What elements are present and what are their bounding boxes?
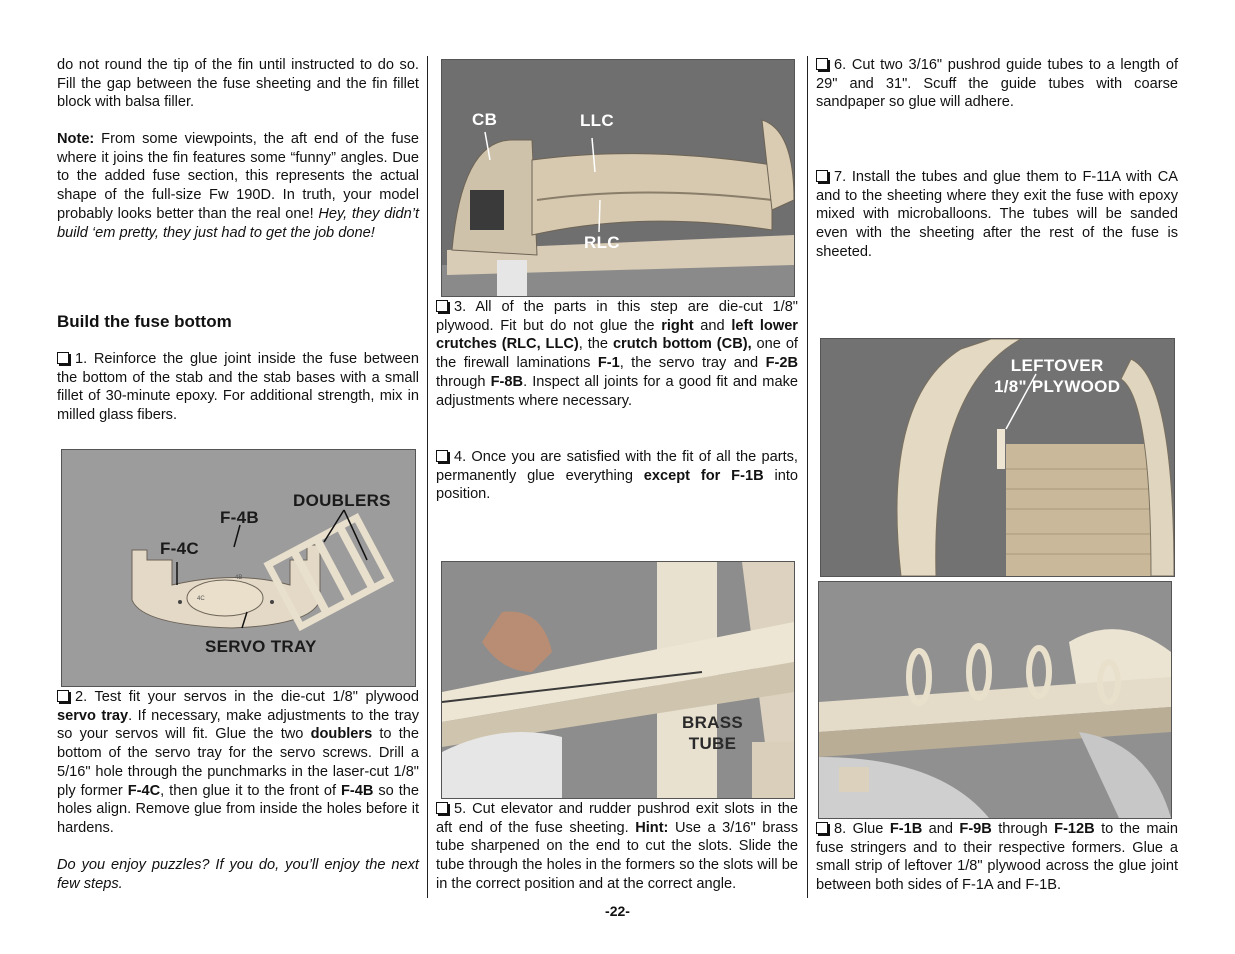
checkbox-icon[interactable] bbox=[816, 170, 828, 182]
checkbox-icon[interactable] bbox=[436, 450, 448, 462]
label-brass-tube: BRASS TUBE bbox=[682, 713, 744, 753]
step-6: 6. Cut two 3/16" pushrod guide tubes to a length of 29" and 31". Scuff the guide tubes with coarse sandpaper so glue will adhere. bbox=[816, 57, 1178, 111]
step-1: 1. Reinforce the glue joint inside the fuse between the bottom of the stab and the stab bases with a small fillet of 30-minute epoxy. For additional strength, mix in milled glass fibers. bbox=[57, 351, 419, 424]
step-8: 8. Glue F-1B and F-9B through F-12B to the main fuse stringers and to their respective formers. Glue a small strip of leftover 1/8" plywood across the glue joint between both sides of F-1A and F-1B. bbox=[816, 821, 1178, 894]
checkbox-icon[interactable] bbox=[436, 300, 448, 312]
column-rule-2 bbox=[807, 56, 808, 898]
step-7: 7. Install the tubes and glue them to F-11A with CA and to the sheeting where they exit the fuse with epoxy mixed with microballoons. The tubes will be sanded even with the sheeting after the rest of the fuse is sheeted. bbox=[816, 169, 1178, 260]
note-paragraph: Note: From some viewpoints, the aft end of the fuse where it joins the fin features some “funny” angles. Due to the added fuse section, this represents the actual shape of the full-size Fw 190D. In truth, your model probably looks better than the real one! Hey, they didn’t build ‘em pretty, they just had to get the job done! bbox=[57, 131, 419, 241]
step-5: 5. Cut elevator and rudder pushrod exit slots in the aft end of the fuse sheeting. Hint: Use a 3/16" brass tube sharpened on the end to cut the slots. Slide the tube through the holes in the formers so the slots will be in the correct position and at the correct angle. bbox=[436, 801, 798, 892]
label-cb: CB bbox=[472, 110, 498, 129]
photo-leftover-plywood bbox=[820, 338, 1175, 577]
checkbox-icon[interactable] bbox=[436, 802, 448, 814]
label-rlc: RLC bbox=[584, 233, 620, 252]
label-f4c: F-4C bbox=[160, 539, 199, 558]
label-llc: LLC bbox=[580, 111, 614, 130]
brass-tube-illustration bbox=[442, 562, 794, 798]
checkbox-icon[interactable] bbox=[57, 352, 69, 364]
label-doublers: DOUBLERS bbox=[293, 491, 391, 510]
checkbox-icon[interactable] bbox=[57, 690, 69, 702]
photo-servo-tray bbox=[61, 449, 416, 687]
checkbox-icon[interactable] bbox=[816, 822, 828, 834]
closing-paragraph: Do you enjoy puzzles? If you do, you’ll enjoy the next few steps. bbox=[57, 857, 419, 892]
crutch-illustration bbox=[442, 60, 794, 296]
label-servo-tray: SERVO TRAY bbox=[205, 637, 317, 656]
label-part-4b: 4B bbox=[235, 575, 243, 581]
intro-paragraph: do not round the tip of the fin until instructed to do so. Fill the gap between the fuse sheeting and the fin fillet block with balsa filler. bbox=[57, 57, 419, 111]
photo-crutch-parts bbox=[441, 59, 795, 297]
photo-formers-stringers bbox=[818, 581, 1172, 819]
step-2: 2. Test fit your servos in the die-cut 1/8" plywood servo tray. If necessary, make adjustments to the tray so your servos will fit. Glue the two doublers to the bottom of the servo tray for the servo screws. Drill a 5/16" hole through the punchmarks in the laser-cut 1/8" ply former F-4C, then glue it to the front of F-4B so the holes align. Remove glue from inside the holes before it hardens. bbox=[57, 689, 420, 836]
formers-illustration bbox=[819, 582, 1171, 818]
column-rule-1 bbox=[427, 56, 428, 898]
note-label: Note: bbox=[57, 131, 95, 147]
label-f4b: F-4B bbox=[220, 508, 259, 527]
page-number: -22- bbox=[605, 903, 630, 919]
label-part-4c: 4C bbox=[197, 596, 205, 602]
photo-brass-tube bbox=[441, 561, 795, 799]
checkbox-icon[interactable] bbox=[816, 58, 828, 70]
section-heading: Build the fuse bottom bbox=[57, 312, 232, 331]
label-leftover-plywood: LEFTOVER 1/8" PLYWOOD bbox=[994, 356, 1121, 396]
step-3: 3. All of the parts in this step are die-cut 1/8" plywood. Fit but do not glue the right and left lower crutches (RLC, LLC), the crutch bottom (CB), one of the firewall laminations F-1, the servo tray and F-2B through F-8B. Inspect all joints for a good fit and make adjustments where necessary. bbox=[436, 299, 798, 409]
step-4: 4. Once you are satisfied with the fit of all the parts, permanently glue everything except for F-1B into position. bbox=[436, 449, 798, 503]
